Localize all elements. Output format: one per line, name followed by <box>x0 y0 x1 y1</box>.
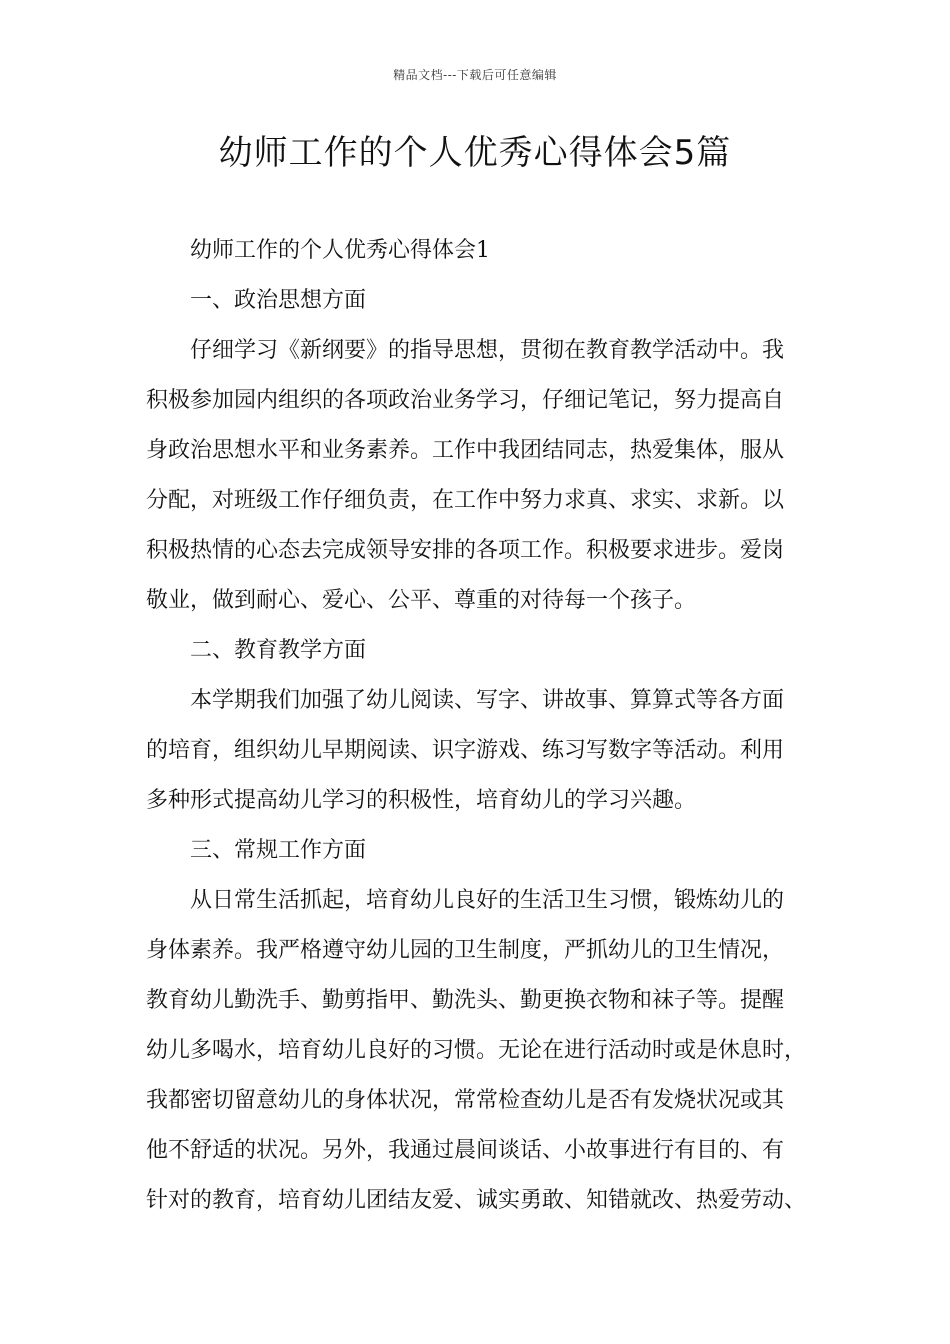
paragraph-line: 身政治思想水平和业务素养。工作中我团结同志，热爱集体，服从 <box>146 438 785 463</box>
section-heading: 一、政治思想方面 <box>190 288 367 313</box>
section-heading: 三、常规工作方面 <box>190 838 367 863</box>
paragraph-line: 从日常生活抓起，培育幼儿良好的生活卫生习惯，锻炼幼儿的 <box>190 888 785 913</box>
section-teaching <box>146 626 826 826</box>
header-note: 精品文档---下载后可任意编辑 <box>393 68 557 82</box>
paragraph-line: 他不舒适的状况。另外，我通过晨间谈话、小故事进行有目的、有 <box>146 1138 785 1163</box>
document-title: 幼师工作的个人优秀心得体会5篇 <box>218 133 732 173</box>
paragraph-line: 积极热情的心态去完成领导安排的各项工作。积极要求进步。爱岗 <box>146 538 785 563</box>
paragraph-line: 敬业，做到耐心、爱心、公平、尊重的对待每一个孩子。 <box>146 588 697 613</box>
paragraph-line: 积极参加园内组织的各项政治业务学习，仔细记笔记，努力提高自 <box>146 388 785 413</box>
paragraph-line: 教育幼儿勤洗手、勤剪指甲、勤洗头、勤更换衣物和袜子等。提醒 <box>146 988 785 1013</box>
section-routine <box>146 826 826 1226</box>
paragraph-line: 本学期我们加强了幼儿阅读、写字、讲故事、算算式等各方面 <box>190 688 785 713</box>
subtitle: 幼师工作的个人优秀心得体会1 <box>190 238 490 263</box>
paragraph-line: 的培育，组织幼儿早期阅读、识字游戏、练习写数字等活动。利用 <box>146 738 785 763</box>
section-heading: 二、教育教学方面 <box>190 638 367 663</box>
paragraph-line: 幼儿多喝水，培育幼儿良好的习惯。无论在进行活动时或是休息时， <box>146 1038 807 1063</box>
paragraph-line: 我都密切留意幼儿的身体状况，常常检查幼儿是否有发烧状况或其 <box>146 1088 785 1113</box>
paragraph-line: 多种形式提高幼儿学习的积极性，培育幼儿的学习兴趣。 <box>146 788 697 813</box>
paragraph-line: 身体素养。我严格遵守幼儿园的卫生制度，严抓幼儿的卫生情况， <box>146 938 785 963</box>
section-political <box>146 276 826 626</box>
paragraph-line: 仔细学习《新纲要》的指导思想，贯彻在教育教学活动中。我 <box>190 338 785 363</box>
paragraph-line: 分配，对班级工作仔细负责，在工作中努力求真、求实、求新。以 <box>146 488 785 513</box>
paragraph-line: 针对的教育，培育幼儿团结友爱、诚实勇敢、知错就改、热爱劳动、 <box>146 1188 807 1213</box>
document-body <box>146 226 826 1226</box>
